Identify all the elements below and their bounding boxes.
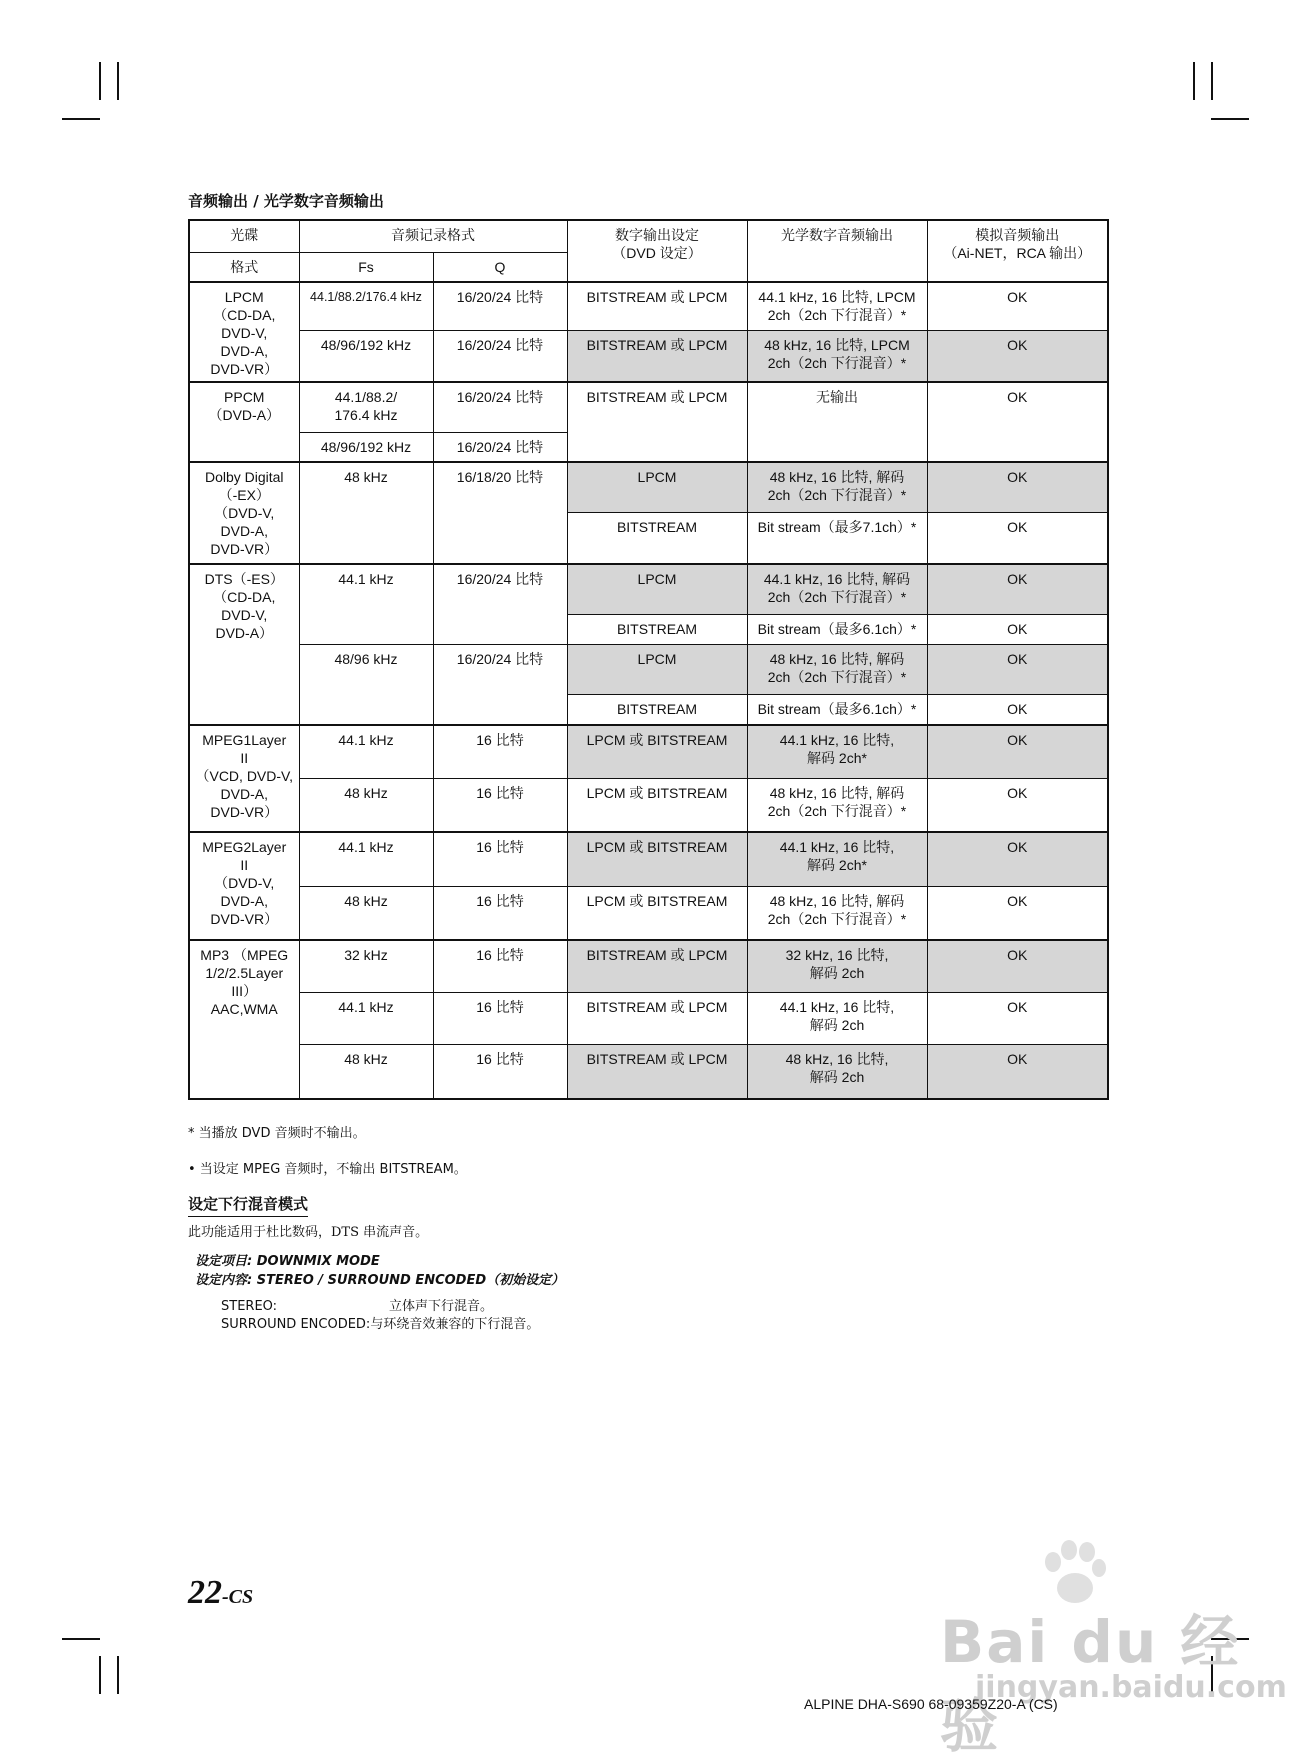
table-row [189, 832, 1108, 886]
analog-cell: OK [927, 832, 1108, 886]
q-cell: 16 比特 [433, 886, 567, 940]
option-stereo [221, 1295, 493, 1314]
table-row [189, 282, 1108, 330]
downmix-description: 此功能适用于杜比数码，DTS 串流声音。 [188, 1225, 429, 1240]
analog-cell: OK [927, 614, 1108, 644]
digital-cell: LPCM 或 BITSTREAM [567, 832, 747, 886]
digital-cell: BITSTREAM 或 LPCM [567, 940, 747, 992]
fs-cell: 44.1/88.2/ 176.4 kHz [299, 382, 433, 432]
model-code: ALPINE DHA-S690 68-09359Z20-A (CS) [804, 1696, 1058, 1712]
crop-mark [99, 62, 101, 100]
optical-cell: 44.1 kHz, 16 比特, LPCM 2ch（2ch 下行混音）* [747, 282, 927, 330]
fs-cell: 32 kHz [299, 940, 433, 992]
table-row [189, 886, 1108, 940]
analog-cell: OK [927, 330, 1108, 382]
section-title: 音频输出 / 光学数字音频输出 [188, 192, 384, 210]
optical-cell: 48 kHz, 16 比特, 解码 2ch（2ch 下行混音）* [747, 778, 927, 832]
optical-cell: 48 kHz, 16 比特, LPCM 2ch（2ch 下行混音）* [747, 330, 927, 382]
header-analog-output: 模拟音频输出 （Ai-NET，RCA 输出） [927, 220, 1108, 282]
q-cell: 16 比特 [433, 940, 567, 992]
audio-output-table [188, 219, 1109, 1100]
table-row [189, 382, 1108, 432]
analog-cell: OK [927, 992, 1108, 1044]
header-rec-format: 音频记录格式 [299, 220, 567, 252]
table-row [189, 564, 1108, 614]
option-desc: 立体声下行混音。 [389, 1299, 494, 1314]
analog-cell: OK [927, 644, 1108, 694]
analog-cell: OK [927, 382, 1108, 462]
setting-item: 设定项目: DOWNMIX MODE [195, 1254, 380, 1269]
table-row [189, 1044, 1108, 1099]
crop-mark [117, 1656, 119, 1694]
header-q: Q [433, 252, 567, 282]
downmix-heading: 设定下行混音模式 [188, 1193, 308, 1217]
q-cell: 16 比特 [433, 832, 567, 886]
table-row [189, 725, 1108, 778]
analog-cell: OK [927, 462, 1108, 512]
header-format: 格式 [189, 252, 299, 282]
disc-cell-dts: DTS（-ES） （CD-DA, DVD-V, DVD-A） [189, 564, 299, 725]
mpeg-note: • 当设定 MPEG 音频时，不输出 BITSTREAM。 [188, 1162, 467, 1177]
digital-cell: LPCM [567, 564, 747, 614]
disc-cell-lpcm: LPCM （CD-DA, DVD-V, DVD-A, DVD-VR） [189, 282, 299, 382]
optical-cell: 无输出 [747, 382, 927, 462]
setting-content: 设定内容: STEREO / SURROUND ENCODED（初始设定） [195, 1273, 565, 1288]
q-cell: 16/20/24 比特 [433, 382, 567, 432]
analog-cell: OK [927, 694, 1108, 725]
q-cell: 16/20/24 比特 [433, 330, 567, 382]
digital-cell: BITSTREAM 或 LPCM [567, 330, 747, 382]
disc-cell-mpeg2: MPEG2Layer II （DVD-V, DVD-A, DVD-VR） [189, 832, 299, 940]
optical-cell: 44.1 kHz, 16 比特, 解码 2ch* [747, 832, 927, 886]
fs-cell: 44.1 kHz [299, 725, 433, 778]
q-cell: 16/20/24 比特 [433, 644, 567, 725]
analog-cell: OK [927, 725, 1108, 778]
option-surround [221, 1313, 539, 1332]
fs-cell: 48/96/192 kHz [299, 330, 433, 382]
disc-cell-mpeg1: MPEG1Layer II （VCD, DVD-V, DVD-A, DVD-VR） [189, 725, 299, 832]
baidu-watermark [925, 1540, 1287, 1760]
table-row [189, 462, 1108, 512]
optical-cell: 48 kHz, 16 比特, 解码 2ch（2ch 下行混音）* [747, 886, 927, 940]
page-number: 22-CS [188, 1574, 254, 1611]
optical-cell: 32 kHz, 16 比特, 解码 2ch [747, 940, 927, 992]
digital-cell: BITSTREAM [567, 512, 747, 564]
crop-mark [1211, 118, 1249, 120]
q-cell: 16 比特 [433, 1044, 567, 1099]
digital-cell: BITSTREAM 或 LPCM [567, 382, 747, 462]
option-key: STEREO: [221, 1299, 278, 1314]
table-row [189, 778, 1108, 832]
optical-cell: Bit stream（最多6.1ch）* [747, 694, 927, 725]
analog-cell: OK [927, 778, 1108, 832]
table-row [189, 330, 1108, 382]
watermark-url: jingyan.baidu.com [975, 1670, 1287, 1705]
optical-cell: 48 kHz, 16 比特, 解码 2ch（2ch 下行混音）* [747, 462, 927, 512]
option-key: SURROUND ENCODED: [221, 1317, 371, 1332]
header-optical-output: 光学数字音频输出 [747, 220, 927, 282]
optical-cell: Bit stream（最多7.1ch）* [747, 512, 927, 564]
crop-mark [117, 62, 119, 100]
crop-mark [99, 1656, 101, 1694]
table-row [189, 644, 1108, 694]
disc-cell-dolby: Dolby Digital （-EX） （DVD-V, DVD-A, DVD-VR） [189, 462, 299, 564]
optical-cell: Bit stream（最多6.1ch）* [747, 614, 927, 644]
optical-cell: 48 kHz, 16 比特, 解码 2ch（2ch 下行混音）* [747, 644, 927, 694]
analog-cell: OK [927, 886, 1108, 940]
q-cell: 16 比特 [433, 778, 567, 832]
header-digital-output: 数字输出设定 （DVD 设定） [567, 220, 747, 282]
header-fs: Fs [299, 252, 433, 282]
fs-cell: 48 kHz [299, 886, 433, 940]
digital-cell: LPCM 或 BITSTREAM [567, 778, 747, 832]
optical-cell: 44.1 kHz, 16 比特, 解码 2ch（2ch 下行混音）* [747, 564, 927, 614]
digital-cell: LPCM 或 BITSTREAM [567, 725, 747, 778]
fs-cell: 44.1 kHz [299, 992, 433, 1044]
fs-cell: 48/96 kHz [299, 644, 433, 725]
footnote: * 当播放 DVD 音频时不输出。 [188, 1126, 366, 1141]
disc-cell-ppcm: PPCM （DVD-A） [189, 382, 299, 462]
crop-mark [62, 118, 100, 120]
q-cell: 16 比特 [433, 725, 567, 778]
option-desc: 与环绕音效兼容的下行混音。 [370, 1317, 540, 1332]
digital-cell: BITSTREAM 或 LPCM [567, 282, 747, 330]
disc-cell-mp3: MP3 （MPEG 1/2/2.5Layer III） AAC,WMA [189, 940, 299, 1099]
fs-cell: 48 kHz [299, 1044, 433, 1099]
digital-cell: BITSTREAM [567, 614, 747, 644]
watermark-brand: Bai du 经验 [940, 1608, 1241, 1760]
q-cell: 16/20/24 比特 [433, 432, 567, 462]
digital-cell: BITSTREAM 或 LPCM [567, 1044, 747, 1099]
optical-cell: 44.1 kHz, 16 比特, 解码 2ch [747, 992, 927, 1044]
optical-cell: 44.1 kHz, 16 比特, 解码 2ch* [747, 725, 927, 778]
analog-cell: OK [927, 1044, 1108, 1099]
fs-cell: 48/96/192 kHz [299, 432, 433, 462]
digital-cell: LPCM [567, 644, 747, 694]
crop-mark [1193, 62, 1195, 100]
analog-cell: OK [927, 564, 1108, 614]
crop-mark [1211, 62, 1213, 100]
analog-cell: OK [927, 940, 1108, 992]
fs-cell: 48 kHz [299, 462, 433, 564]
q-cell: 16/20/24 比特 [433, 564, 567, 644]
digital-cell: BITSTREAM 或 LPCM [567, 992, 747, 1044]
fs-cell: 44.1 kHz [299, 832, 433, 886]
optical-cell: 48 kHz, 16 比特, 解码 2ch [747, 1044, 927, 1099]
q-cell: 16/18/20 比特 [433, 462, 567, 564]
q-cell: 16 比特 [433, 992, 567, 1044]
q-cell: 16/20/24 比特 [433, 282, 567, 330]
fs-cell: 48 kHz [299, 778, 433, 832]
table-row [189, 940, 1108, 992]
fs-cell: 44.1/88.2/176.4 kHz [299, 282, 433, 330]
fs-cell: 44.1 kHz [299, 564, 433, 644]
analog-cell: OK [927, 512, 1108, 564]
table-row [189, 992, 1108, 1044]
crop-mark [62, 1638, 100, 1640]
digital-cell: LPCM [567, 462, 747, 512]
digital-cell: LPCM 或 BITSTREAM [567, 886, 747, 940]
digital-cell: BITSTREAM [567, 694, 747, 725]
header-disc: 光碟 [189, 220, 299, 252]
analog-cell: OK [927, 282, 1108, 330]
